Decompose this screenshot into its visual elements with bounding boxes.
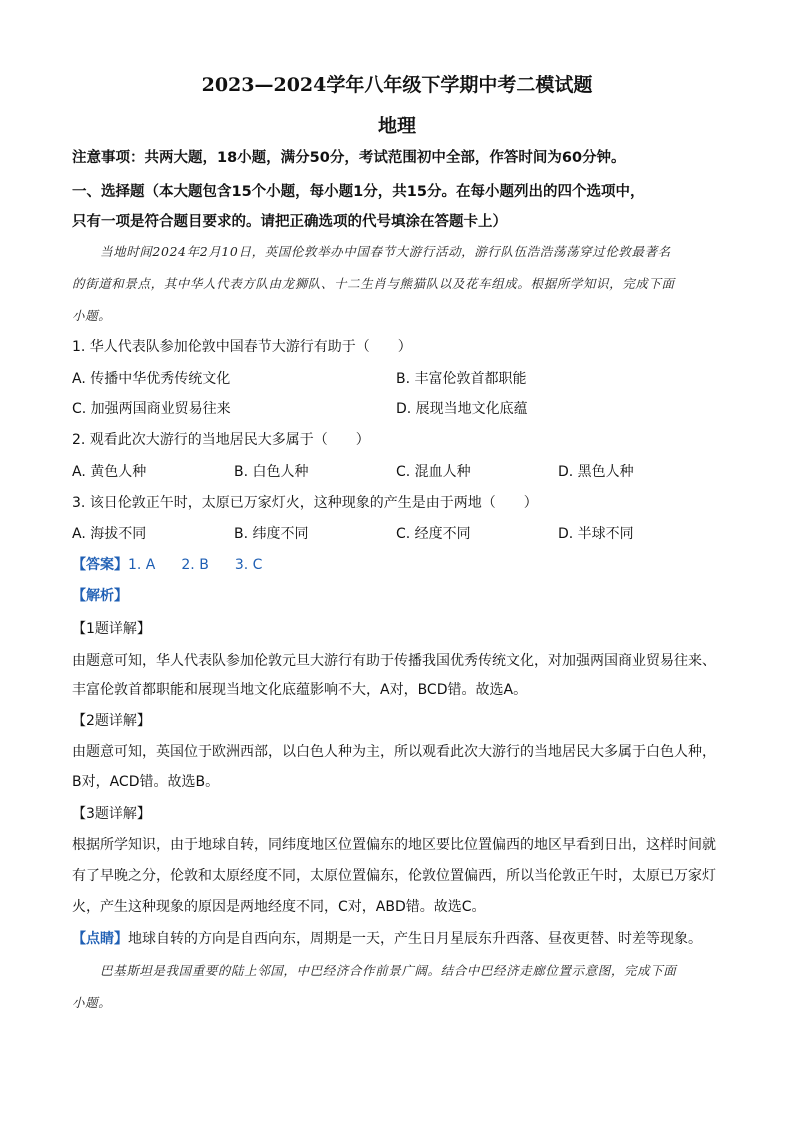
question-2-option-c: C. 混血人种 (396, 464, 471, 480)
question-1-option-d: D. 展现当地文化底蕴 (396, 401, 528, 417)
page-title: 2023—2024学年八年级下学期中考二模试题 (201, 74, 593, 96)
detail-3-label: 【3题详解】 (72, 806, 151, 822)
section-heading-line1: 一、选择题（本大题包含15个小题，每小题1分，共15分。在每小题列出的四个选项中， (72, 184, 645, 200)
detail-3-line2: 有了早晚之分，伦敦和太原经度不同，太原位置偏东，伦敦位置偏西，所以当伦敦正午时，太原已万家灯 (72, 868, 716, 884)
question-1-option-b: B. 丰富伦敦首都职能 (396, 371, 527, 387)
passage1-line2: 的街道和景点，其中华人代表方队由龙狮队、十二生肖与熊猫队以及花车组成。根据所学知识，完成下面 (72, 276, 675, 291)
question-1-option-a: A. 传播中华优秀传统文化 (72, 371, 231, 387)
answer-3: 3. C (234, 557, 263, 573)
question-1-stem: 1. 华人代表队参加伦敦中国春节大游行有助于（ ） (72, 339, 412, 355)
passage1-line1: 当地时间2024年2月10日，英国伦敦举办中国春节大游行活动，游行队伍浩浩荡荡穿过伦敦最著名 (100, 244, 671, 259)
section-heading-line2: 只有一项是符合题目要求的。请把正确选项的代号填涂在答题卡上） (72, 214, 507, 230)
answer-1: 1. A (128, 557, 156, 573)
tip-label: 【点睛】 (72, 931, 128, 947)
question-3-option-b: B. 纬度不同 (234, 526, 309, 542)
detail-3-line3: 火，产生这种现象的原因是两地经度不同，C对，ABD错。故选C。 (72, 899, 486, 915)
detail-3-line1: 根据所学知识，由于地球自转，同纬度地区位置偏东的地区要比位置偏西的地区早看到日出，这样时间就 (72, 837, 716, 853)
detail-2-label: 【2题详解】 (72, 713, 151, 729)
question-3-option-c: C. 经度不同 (396, 526, 471, 542)
question-2-option-a: A. 黄色人种 (72, 464, 147, 480)
passage2-line1: 巴基斯坦是我国重要的陆上邻国，中巴经济合作前景广阔。结合中巴经济走廊位置示意图，完成下面 (100, 963, 677, 978)
answer-label: 【答案】 (72, 557, 128, 573)
passage2-line2: 小题。 (72, 995, 112, 1010)
detail-1-line2: 丰富伦敦首都职能和展现当地文化底蕴影响不大，A对，BCD错。故选A。 (72, 682, 528, 698)
tip-text: 地球自转的方向是自西向东，周期是一天，产生日月星辰东升西落、昼夜更替、时差等现象。 (128, 931, 702, 947)
tip-row (72, 929, 702, 949)
question-2-stem: 2. 观看此次大游行的当地居民大多属于（ ） (72, 432, 370, 448)
question-2-option-d: D. 黑色人种 (558, 464, 634, 480)
answer-2: 2. B (181, 557, 209, 573)
question-2-option-b: B. 白色人种 (234, 464, 309, 480)
detail-2-line2: B对，ACD错。故选B。 (72, 774, 220, 790)
analysis-label: 【解析】 (72, 588, 128, 604)
question-3-option-d: D. 半球不同 (558, 526, 634, 542)
subject-title: 地理 (377, 115, 416, 137)
question-1-option-c: C. 加强两国商业贸易往来 (72, 401, 231, 417)
detail-1-label: 【1题详解】 (72, 621, 151, 637)
question-3-stem: 3. 该日伦敦正午时，太原已万家灯火，这种现象的产生是由于两地（ ） (72, 495, 538, 511)
question-3-option-a: A. 海拔不同 (72, 526, 147, 542)
answer-row (72, 555, 262, 575)
passage1-line3: 小题。 (72, 308, 112, 323)
detail-1-line1: 由题意可知，华人代表队参加伦敦元旦大游行有助于传播我国优秀传统文化，对加强两国商业贸易往来、 (72, 653, 716, 669)
notice: 注意事项：共两大题，18小题，满分50分，考试范围初中全部，作答时间为60分钟。 (72, 150, 626, 166)
detail-2-line1: 由题意可知，英国位于欧洲西部，以白色人种为主，所以观看此次大游行的当地居民大多属于白色人种， (72, 744, 716, 760)
